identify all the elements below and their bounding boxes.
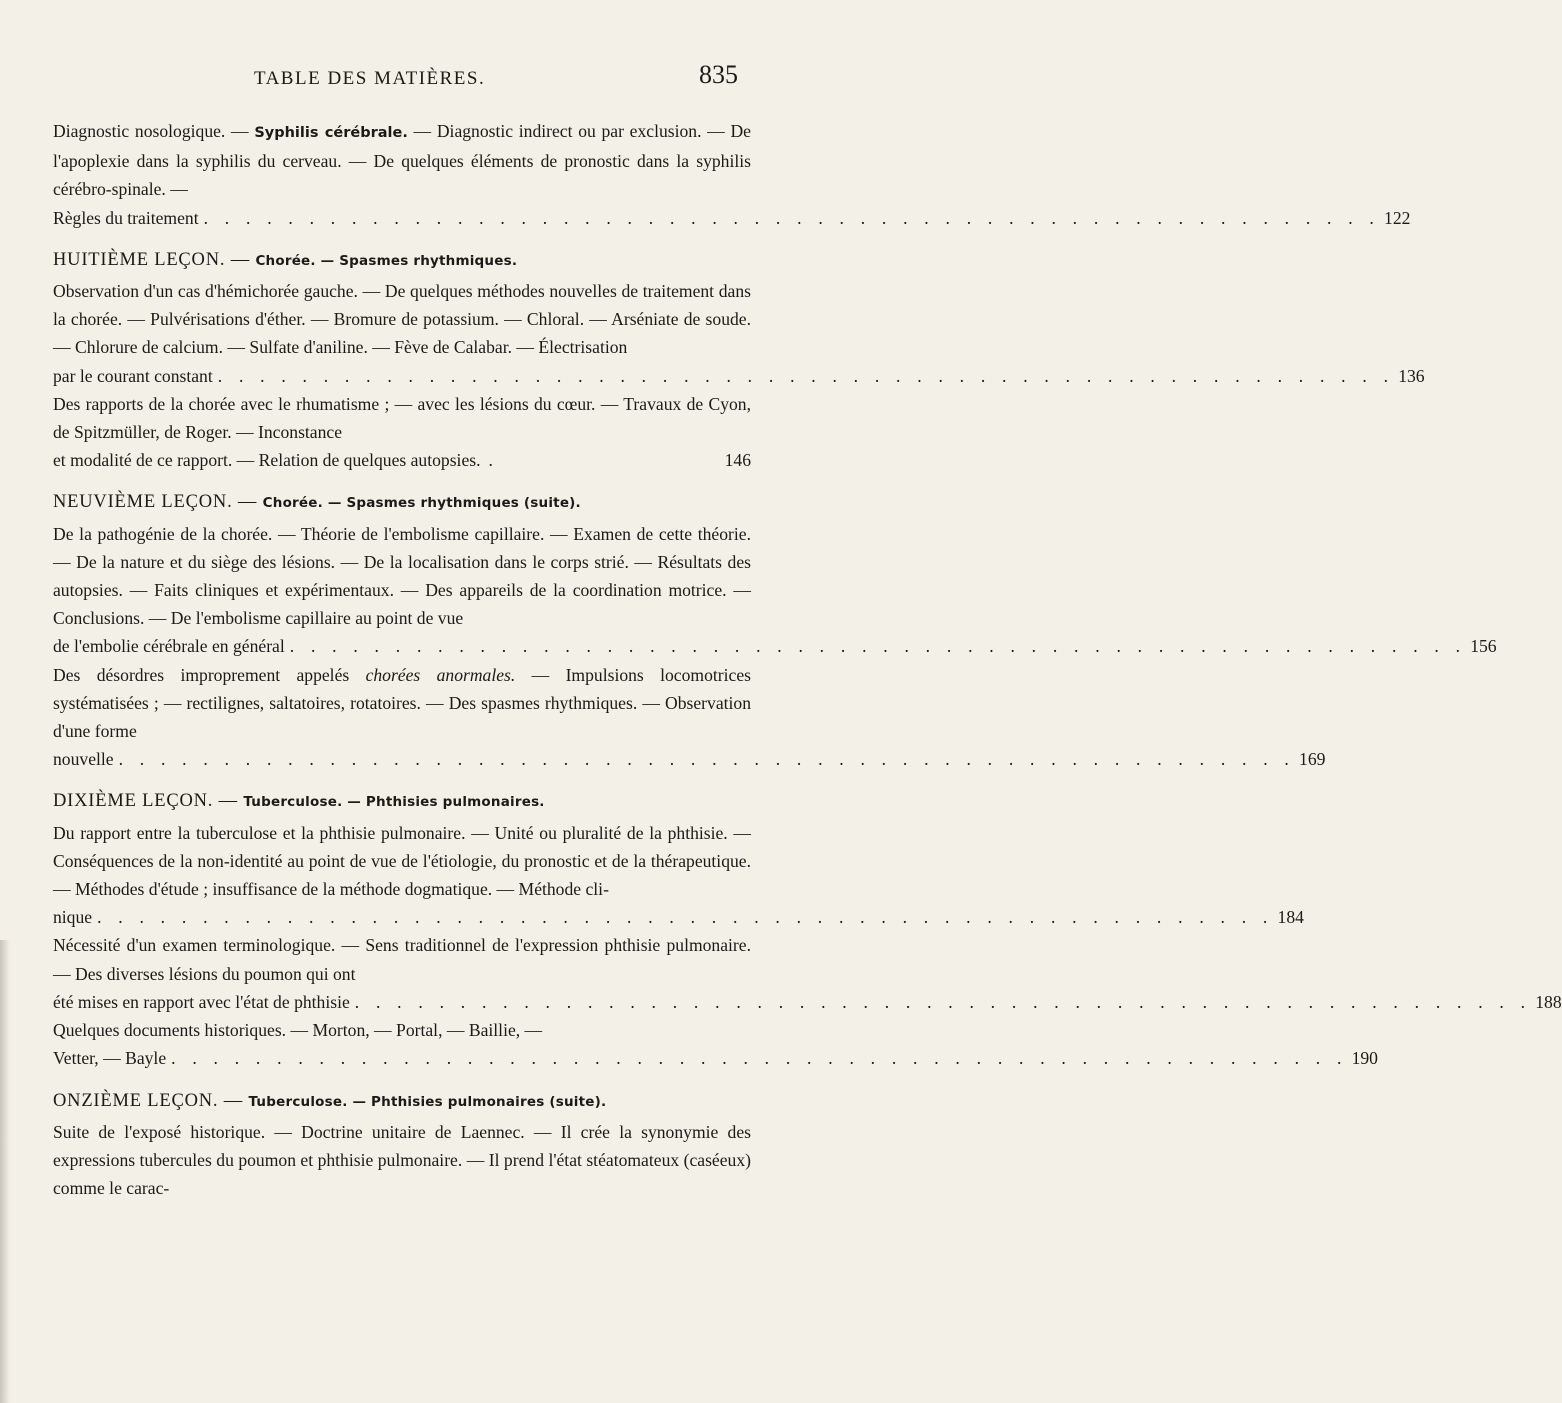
toc-page-ref: 184 [1277, 907, 1304, 928]
leader-dots: . . . . . . . . . . . . . . . . . . . . . . . . . . . . . . . . . . . . . . . . . . . . . . . . . . . . . . . . [289, 636, 1467, 657]
page-number: 835 [699, 60, 738, 89]
toc-line: été mises en rapport avec l'état de phthisie . . . . . . . . . . . . . . . . . . . . . . . . . . . . . . . . . . . . . . . . . . . . . . . . . . . . . . . . 188 [53, 988, 751, 1016]
running-title: TABLE DES MATIÈRES. [254, 68, 486, 89]
lesson-heading-10: DIXIÈME LEÇON. — Tuberculose. — Phthisies pulmonaires. [53, 791, 545, 812]
entry-italic-term: chorées anormales. [365, 664, 516, 685]
toc-line: nique . . . . . . . . . . . . . . . . . . . . . . . . . . . . . . . . . . . . . . . . . . . . . . . . . . . . . . . . 184 [53, 903, 751, 931]
leader-dots: . [488, 450, 493, 471]
toc-line: nouvelle . . . . . . . . . . . . . . . . . . . . . . . . . . . . . . . . . . . . . . . . . . . . . . . . . . . . . . . . 169 [53, 745, 751, 773]
toc-entry: De la pathogénie de la chorée. — Théorie de l'embolisme capillaire. — Examen de cette théorie. — De la nature et du siège des lésions. — De la localisation dans le corps strié. — Résultats des autopsies. — Faits cliniques et expérimentaux. — Des appareils de la coordination motrice. — Conclusions. — De l'embolisme capillaire au point de vue de l'embolie cérébrale en général . . . . . . . . . . . . . . . . . . . . . . . . . . . . . . . . . . . . . . . . . . . . . . . . . . . . . . . . 156 [53, 520, 751, 661]
lesson-heading-11: ONZIÈME LEÇON. — Tuberculose. — Phthisies pulmonaires (suite). [53, 1090, 607, 1111]
page-edge-shadow [0, 940, 10, 1403]
leader-dots: . . . . . . . . . . . . . . . . . . . . . . . . . . . . . . . . . . . . . . . . . . . . . . . . . . . . . . . . [97, 907, 1274, 928]
toc-line: et modalité de ce rapport. — Relation de quelques autopsies. . 146 [53, 446, 751, 474]
toc-line: de l'embolie cérébrale en général . . . . . . . . . . . . . . . . . . . . . . . . . . . . . . . . . . . . . . . . . . . . . . . . . . . . . . . . 156 [53, 632, 751, 660]
toc-body [53, 117, 1562, 1202]
toc-page-ref: 156 [1470, 636, 1497, 657]
toc-page-ref: 190 [1351, 1048, 1378, 1069]
lesson-heading-9: NEUVIÈME LEÇON. — Chorée. — Spasmes rhythmiques (suite). [53, 492, 581, 513]
entry-bold-term: Syphilis cérébrale. [254, 125, 408, 141]
leader-dots: . . . . . . . . . . . . . . . . . . . . . . . . . . . . . . . . . . . . . . . . . . . . . . . . . . . . . . . . [118, 749, 1296, 770]
toc-line: Vetter, — Bayle . . . . . . . . . . . . . . . . . . . . . . . . . . . . . . . . . . . . . . . . . . . . . . . . . . . . . . . . 190 [53, 1044, 751, 1072]
lesson-heading-8: HUITIÈME LEÇON. — Chorée. — Spasmes rhythmiques. [53, 249, 518, 270]
toc-page-ref: 188 [1535, 991, 1562, 1012]
toc-page-ref: 136 [1398, 365, 1425, 386]
toc-page-ref: 169 [1299, 749, 1326, 770]
toc-entry: Diagnostic nosologique. — Syphilis cérébrale. — Diagnostic indirect ou par exclusion. — De l'apoplexie dans la syphilis du cerveau. — De quelques éléments de pronostic dans la syphilis cérébro-spinale. — Règles du traitement . . . . . . . . . . . . . . . . . . . . . . . . . . . . . . . . . . . . . . . . . . . . . . . . . . . . . . . . 122 [53, 117, 751, 232]
toc-line: par le courant constant . . . . . . . . . . . . . . . . . . . . . . . . . . . . . . . . . . . . . . . . . . . . . . . . . . . . . . . . 136 [53, 362, 751, 390]
leader-dots: . . . . . . . . . . . . . . . . . . . . . . . . . . . . . . . . . . . . . . . . . . . . . . . . . . . . . . . . [217, 365, 1395, 386]
toc-line: Règles du traitement . . . . . . . . . . . . . . . . . . . . . . . . . . . . . . . . . . . . . . . . . . . . . . . . . . . . . . . . 122 [53, 204, 751, 232]
leader-dots: . . . . . . . . . . . . . . . . . . . . . . . . . . . . . . . . . . . . . . . . . . . . . . . . . . . . . . . . [171, 1048, 1348, 1069]
toc-page-ref: 146 [724, 450, 751, 471]
toc-entry: Suite de l'exposé historique. — Doctrine unitaire de Laennec. — Il crée la synonymie des expressions tubercules du poumon et phthisie pulmonaire. — Il prend l'état stéatomateux (caséeux) comme le carac- [53, 1121, 751, 1199]
running-head [0, 58, 800, 98]
toc-entry: Observation d'un cas d'hémichorée gauche. — De quelques méthodes nouvelles de traitement dans la chorée. — Pulvérisations d'éther. — Bromure de potassium. — Chloral. — Arséniate de soude. — Chlorure de calcium. — Sulfate d'aniline. — Fève de Calabar. — Électrisation par le courant constant . . . . . . . . . . . . . . . . . . . . . . . . . . . . . . . . . . . . . . . . . . . . . . . . . . . . . . . . 136 [53, 277, 751, 390]
toc-entry: Des désordres improprement appelés chorées anormales. — Impulsions locomotrices systématisées ; — rectilignes, saltatoires, rotatoires. — Des spasmes rhythmiques. — Observation d'une forme nouvelle . . . . . . . . . . . . . . . . . . . . . . . . . . . . . . . . . . . . . . . . . . . . . . . . . . . . . . . . 169 [53, 661, 751, 774]
toc-entry: Des rapports de la chorée avec le rhumatisme ; — avec les lésions du cœur. — Travaux de Cyon, de Spitzmüller, de Roger. — Inconstance et modalité de ce rapport. — Relation de quelques autopsies. . 146 [53, 390, 751, 475]
toc-entry: Nécessité d'un examen terminologique. — Sens traditionnel de l'expression phthisie pulmonaire. — Des diverses lésions du poumon qui ont été mises en rapport avec l'état de phthisie . . . . . . . . . . . . . . . . . . . . . . . . . . . . . . . . . . . . . . . . . . . . . . . . . . . . . . . . 188 [53, 931, 751, 1016]
toc-entry: Quelques documents historiques. — Morton, — Portal, — Baillie, — Vetter, — Bayle . . . . . . . . . . . . . . . . . . . . . . . . . . . . . . . . . . . . . . . . . . . . . . . . . . . . . . . . 190 [53, 1016, 751, 1072]
leader-dots: . . . . . . . . . . . . . . . . . . . . . . . . . . . . . . . . . . . . . . . . . . . . . . . . . . . . . . . . [203, 207, 1381, 228]
leader-dots: . . . . . . . . . . . . . . . . . . . . . . . . . . . . . . . . . . . . . . . . . . . . . . . . . . . . . . . . [354, 991, 1532, 1012]
toc-page-ref: 122 [1384, 207, 1411, 228]
toc-entry: Du rapport entre la tuberculose et la phthisie pulmonaire. — Unité ou pluralité de la phthisie. — Conséquences de la non-identité au point de vue de l'étiologie, du pronostic et de la thérapeutique. — Méthodes d'étude ; insuffisance de la méthode dogmatique. — Méthode cli- nique . . . . . . . . . . . . . . . . . . . . . . . . . . . . . . . . . . . . . . . . . . . . . . . . . . . . . . . . 184 [53, 819, 751, 932]
